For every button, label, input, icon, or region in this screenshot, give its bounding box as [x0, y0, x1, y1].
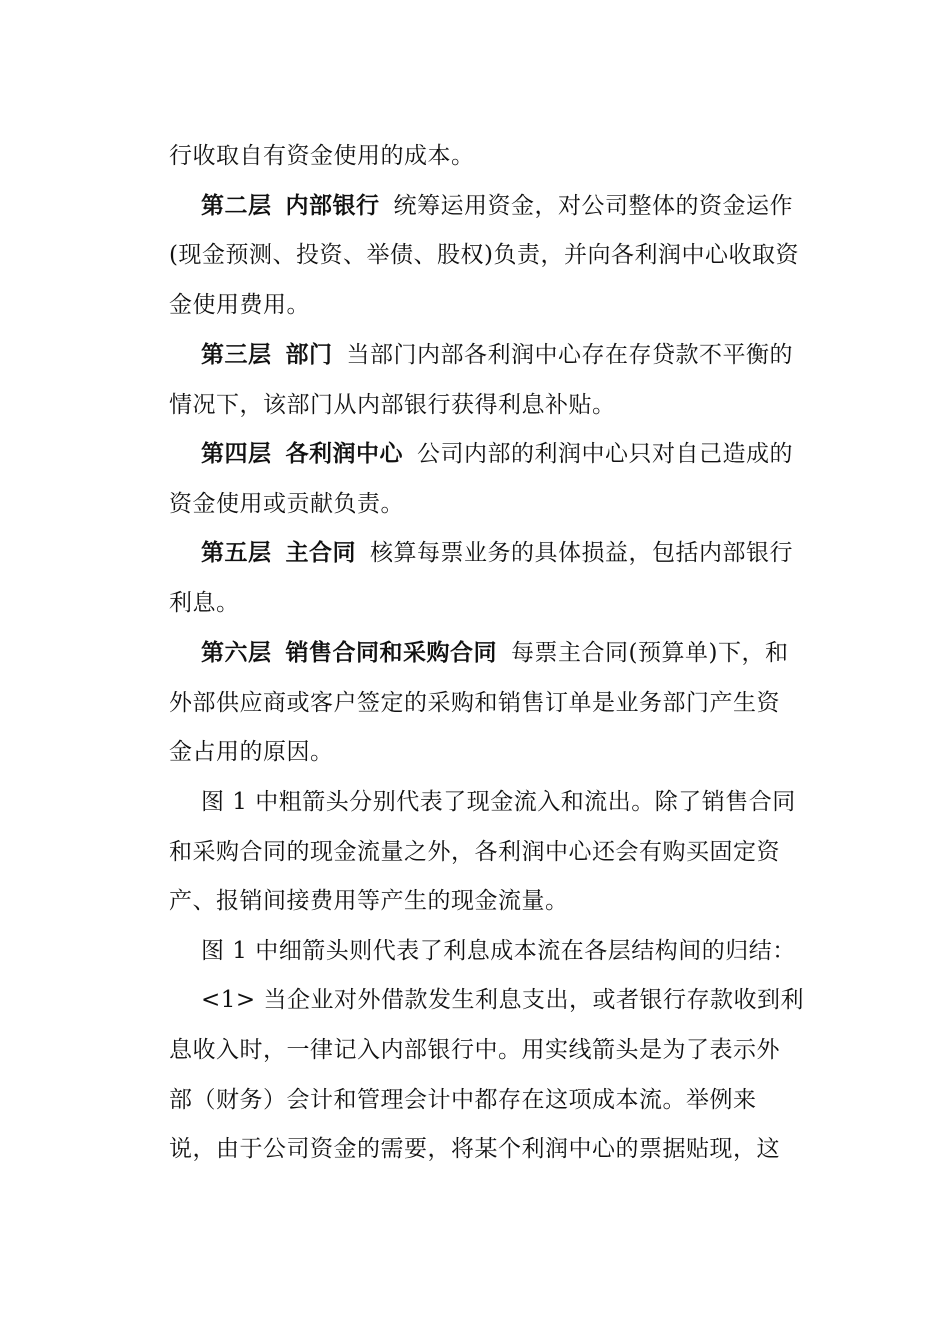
- paragraph-layer-6: 第六层 销售合同和采购合同 每票主合同(预算单)下，和: [201, 639, 789, 666]
- text-line: 金占用的原因。: [169, 739, 334, 765]
- heading-label: 第二层: [201, 192, 272, 219]
- paragraph-layer-4: 第四层 各利润中心 公司内部的利润中心只对自己造成的: [201, 440, 793, 467]
- text-line: 金使用费用。: [169, 292, 310, 318]
- text-line: 息收入时，一律记入内部银行中。用实线箭头是为了表示外: [169, 1037, 780, 1063]
- text-line: 部（财务）会计和管理会计中都存在这项成本流。举例来: [169, 1087, 757, 1113]
- text-line: 图 1 中细箭头则代表了利息成本流在各层结构间的归结：: [201, 938, 796, 964]
- text-line: 利息。: [169, 590, 240, 616]
- text-line: 情况下，该部门从内部银行获得利息补贴。: [169, 392, 616, 418]
- text-line: 说，由于公司资金的需要，将某个利润中心的票据贴现，这: [169, 1136, 780, 1162]
- paragraph-layer-2: 第二层 内部银行 统筹运用资金，对公司整体的资金运作: [201, 192, 793, 219]
- text-line: 和采购合同的现金流量之外，各利润中心还会有购买固定资: [169, 839, 780, 865]
- text-line: 资金使用或贡献负责。: [169, 491, 404, 517]
- text-line: 图 1 中粗箭头分别代表了现金流入和流出。除了销售合同: [201, 789, 796, 815]
- text-line: (现金预测、投资、举债、股权)负责，并向各利润中心收取资: [169, 242, 799, 268]
- heading-term: 销售合同和采购合同: [285, 639, 497, 666]
- text-line: <1> 当企业对外借款发生利息支出，或者银行存款收到利: [201, 987, 804, 1013]
- heading-label: 第三层: [201, 341, 272, 368]
- heading-label: 第四层: [201, 440, 272, 467]
- paragraph-layer-3: 第三层 部门 当部门内部各利润中心存在存贷款不平衡的: [201, 341, 793, 368]
- text-line: 行收取自有资金使用的成本。: [169, 143, 475, 169]
- text-line: 产、报销间接费用等产生的现金流量。: [169, 888, 569, 914]
- heading-term: 内部银行: [285, 192, 380, 219]
- paragraph-layer-5: 第五层 主合同 核算每票业务的具体损益，包括内部银行: [201, 539, 793, 566]
- text-line: 外部供应商或客户签定的采购和销售订单是业务部门产生资: [169, 690, 780, 716]
- heading-term: 各利润中心: [285, 440, 403, 467]
- heading-label: 第六层: [201, 639, 272, 666]
- heading-term: 主合同: [285, 539, 356, 566]
- heading-label: 第五层: [201, 539, 272, 566]
- heading-term: 部门: [285, 341, 333, 368]
